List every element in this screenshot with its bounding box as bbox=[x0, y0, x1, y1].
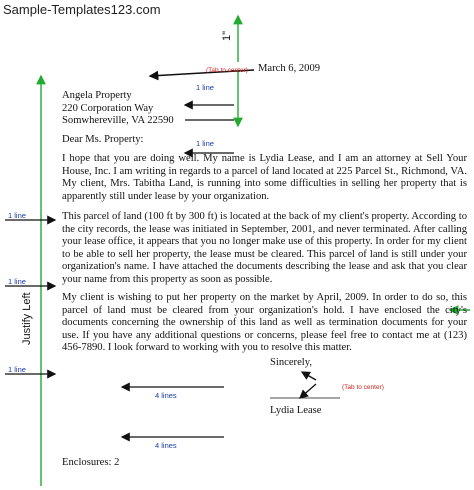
site-watermark: Sample-Templates123.com bbox=[3, 2, 161, 17]
tab-to-center-note: (Tab to center) bbox=[342, 384, 384, 391]
address-line: Angela Property bbox=[62, 90, 132, 101]
letter-date: March 6, 2009 bbox=[258, 63, 321, 74]
tab-to-center-note: (Tab to center) bbox=[206, 67, 248, 74]
one-line-note: 1 line bbox=[8, 277, 26, 286]
signature-name: Lydia Lease bbox=[270, 405, 322, 416]
closing: Sincerely, bbox=[270, 357, 312, 368]
salutation: Dear Ms. Property: bbox=[62, 134, 144, 145]
one-line-note: 1 line bbox=[196, 139, 214, 148]
body-paragraph: This parcel of land (100 ft by 300 ft) is located at the back of my client's property. According to the city records, the lease was initiated in September, 2001, and never terminated. After calling your lease office, it appears that you no longer make use of this property. In order for my client to be able to sell her property, the lease must be cleared. This parcel of land is still under your organization's name. I have attached the documents describing the lease and ask that you clear your name from this property as soon as possible. bbox=[62, 211, 467, 285]
one-line-note: 1 line bbox=[196, 83, 214, 92]
address-line: 220 Corporation Way bbox=[62, 102, 154, 114]
body-paragraph: My client is wishing to put her property on the market by April, 2009. In order to do so, this parcel of land must be cleared from your organization's hold. I have enclosed the city's documents concerning the ownership of this land as well as termination documents for your use. If you have any additional questions or concerns, please feel free to contact me at (123) 456-7890. I look forward to working with you to resolve this matter. bbox=[62, 292, 467, 354]
body-paragraph: I hope that you are doing well. My name is Lydia Lease, and I am an attorney at Sell Your House, Inc. I am writing in regards to a parcel of land located at 225 Parcel St., Richmond, VA. My client, Mrs. Tabitha Land, is running into some difficulties in selling her property that is apparently still under lease by your organization. bbox=[62, 153, 467, 202]
four-lines-note: 4 lines bbox=[155, 391, 177, 400]
one-line-note: 1 line bbox=[8, 365, 26, 374]
enclosures: Enclosures: 2 bbox=[62, 457, 120, 468]
justify-left-label: Justify Left bbox=[21, 292, 33, 345]
four-lines-note: 4 lines bbox=[155, 441, 177, 450]
recipient-address bbox=[62, 90, 174, 128]
one-line-note: 1 line bbox=[8, 211, 26, 220]
top-margin-label: 1" bbox=[221, 30, 234, 42]
address-line: Somwhereville, VA 22590 bbox=[62, 115, 174, 127]
